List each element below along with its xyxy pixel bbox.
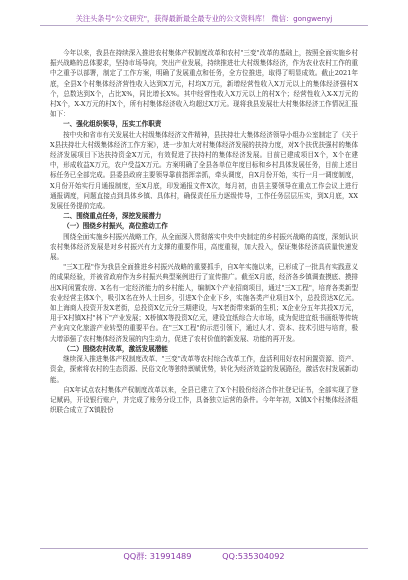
footer-qq-group: QQ群: 31991489	[123, 551, 192, 561]
subsection-1-paragraph-1: 围绕全面实施乡村振兴战略工作，从全面深入贯彻落实中央中央制定的乡村振兴战略的高度，深刻认识农村集体经济发展是对乡村振兴有力支撑的重要作用，高度重视，加大投入，保证集体经济高质量快速发展。	[50, 232, 358, 262]
section-heading-1: 一、强化组织领导，压实工作职责	[63, 120, 162, 129]
document-body	[50, 48, 358, 538]
intro-paragraph: 今年以来，我县在持续深入推进农村集体产权制度改革和农村"三变"改革的基础上，按照全面实施乡村振兴战略的总体要求，坚持市场导向，突出产业发展，持续推进壮大村级集体经济，作为农业农村工作的重中之重予以部署，制定了工作方案，明确了发展重点和任务，全方位推进，取得了明显成效。截止2021年底，全县X个村集体经济营性收入达到X万元，村均X万元，新增经营性收入X万元以上的集体经济强村X个，总数达到X个，占比X%，同比增长X%。其中经营性收入X万元以上的村X个；经营性收入X-X万元的村X个，X-X万元的村X个，所有村集体经济收入均超过X万元。现将我县发展壮大村集体经济工作情况汇报如下：	[50, 49, 358, 119]
section-1-paragraph: 按中央和省市有关发展壮大村级集体经济文件精神，县扶持壮大集体经济领导小组办公室制定了《关于X县扶持壮大村级集体经济工作方案》，进一步加大对村集体经济发展的扶持力度，对X个扶优扶强村的集体经济发展项目下达扶持资金X万元，有效促进了扶持村的集体经济发展。目前已建成项目X个，X个在建中，形成收益X万元，农户受益X万元。方案明确了全县各单位年度目标和乡村具体发展任务，目前上述目标任务已全部完成。县委县政府主要领导靠前指挥亲抓，牵头调度，自X月份开始，实行一月一调度制度，X月份开始实行月通报制度，至X月底，印发通报文件X次，每月初，由县主要领导在重点工作会议上进行通报调度，问题直接点到具体乡镇、具体村，确保责任压力逐级传导，工作任务层层压实，到X月底，XX发展任务提前完成。	[50, 130, 358, 211]
page-footer	[40, 551, 368, 562]
subsection-1-paragraph-2: "三X工程"作为我县全面推进乡村振兴战略的重要抓手，自X年实施以来，已形成了一批具有实践意义的成果经验，并被省政府作为乡村振兴典型案例进行了宣传推广。截至X月底，经济各乡镇调查摸底、摸排出X问闲置农房、X名有一定经济能力的乡村能人，编制X个产业招商项目，通过"三X工程"，培育各类新型农业经营主体X个，吸引X名在外人士回乡，引进X个企业下乡，实施各类产业项目X个，总投资达X亿元。如上海商人投资开发X老街，总投资X亿元分三期建设，与X老街带来新的生机；X企业分五年共投X万元，用于X村镇X村"林下"产业发展；X桥镇X等投资X亿元，建设宜纸综合大市场，成为促进宜纸书画纸等传统产业向文化旅游产业转型的重要平台。在"三X工程"的示范引领下，通过人才、资本、技术引进与培育，极大增添强了农村集体经济发展的内生动力，促进了农村价值的新发展、功能的再开发。	[50, 263, 358, 343]
header-divider	[40, 25, 368, 26]
subsection-2-paragraph-2: 自X年试点农村集体产权制度改革以来，全县已建立了X个村股份经济合作社登记证书，全部实现了登记赋码，开设银行账户，并完成了账务分设工作，具备独立运营的条件。今年年初，X镇X个村集体经济组织联合成立了X镇股份	[50, 385, 358, 415]
section-heading-2: 二、围绕重点任务，深挖发展潜力	[63, 212, 162, 221]
subsection-heading-1: （一）围绕乡村振兴，高位推动工作	[63, 222, 168, 231]
footer-qq: QQ:535304092	[222, 551, 285, 561]
page-header: 关注头条号"公文研究"，获得最新最全最专业的公文资料库！ 微信：gongwenyj	[75, 14, 333, 23]
footer-divider	[40, 548, 368, 549]
subsection-heading-2: （二）围绕农村改革，激活发展潜能	[63, 344, 168, 353]
subsection-2-paragraph-1: 继续深入推进集体产权制度改革、"三变"改革等农村综合改革工作，盘活利用好农村闲置资源、资产、资金，探索将农村的生态资源、民俗文化等独特禀赋优势，转化为经济效益的发展路径，激活农村发展新动能。	[50, 355, 358, 384]
